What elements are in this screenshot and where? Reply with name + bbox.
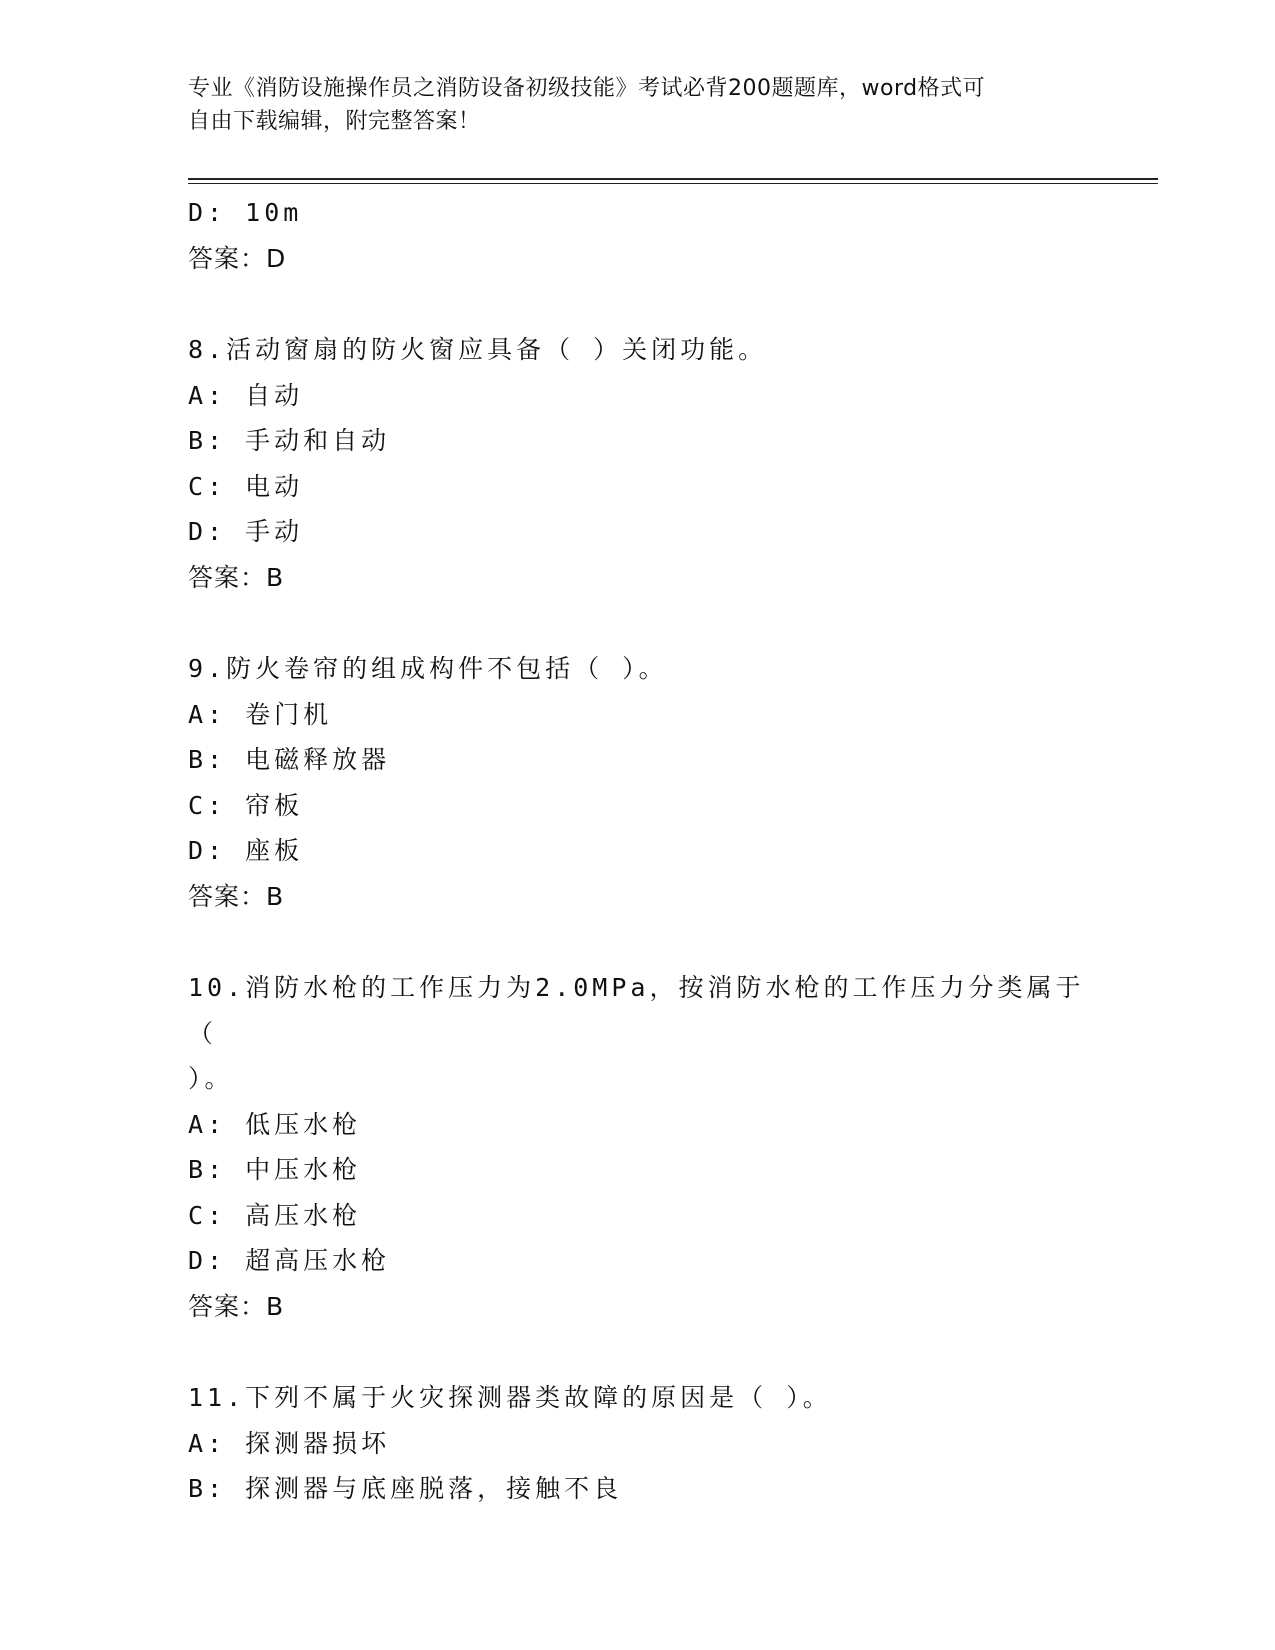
question-10: [188, 965, 1088, 1329]
option-b: B: 探测器与底座脱落，接触不良: [188, 1474, 623, 1503]
option-b: B: 电磁释放器: [188, 745, 391, 774]
spacer: [188, 600, 1088, 646]
header-divider: [188, 178, 1158, 184]
option-c: C: 帘板: [188, 790, 304, 820]
spacer: [188, 281, 1088, 327]
question-list: [188, 190, 1088, 1512]
option-b: B: 手动和自动: [188, 426, 391, 455]
question-8: [188, 327, 1088, 600]
question-stem-line-2: ）。: [188, 1064, 234, 1093]
header-line-1: 专业《消防设施操作员之消防设备初级技能》考试必背200题题库，word格式可: [188, 76, 986, 101]
question-stem-line-1: 10.消防水枪的工作压力为2.0MPa，按消防水枪的工作压力分类属于（: [188, 973, 1085, 1048]
question-stem: 8.活动窗扇的防火窗应具备（ ）关闭功能。: [188, 335, 768, 364]
question-9: [188, 646, 1088, 919]
option-a: A: 自动: [188, 380, 304, 410]
carryover-option-d: D: 10m: [188, 198, 303, 227]
option-b: B: 中压水枪: [188, 1155, 362, 1184]
question-11: [188, 1375, 1088, 1512]
option-d: D: 超高压水枪: [188, 1246, 391, 1275]
question-stem: 9.防火卷帘的组成构件不包括（ ）。: [188, 654, 668, 683]
option-a: A: 低压水枪: [188, 1109, 362, 1139]
option-a: A: 探测器损坏: [188, 1428, 391, 1458]
option-d: D: 座板: [188, 836, 304, 865]
spacer: [188, 919, 1088, 965]
question-answer: 答案：B: [188, 881, 285, 911]
question-stem: 11.下列不属于火灾探测器类故障的原因是（ ）。: [188, 1383, 832, 1412]
option-d: D: 手动: [188, 517, 304, 546]
header-line-2: 自由下载编辑，附完整答案！: [188, 109, 481, 134]
carryover-answer: 答案：D: [188, 243, 287, 273]
option-a: A: 卷门机: [188, 699, 333, 729]
option-c: C: 高压水枪: [188, 1200, 362, 1230]
question-answer: 答案：B: [188, 562, 285, 592]
question-answer: 答案：B: [188, 1291, 285, 1321]
document-header: [188, 72, 1068, 138]
option-c: C: 电动: [188, 471, 304, 501]
spacer: [188, 1329, 1088, 1375]
